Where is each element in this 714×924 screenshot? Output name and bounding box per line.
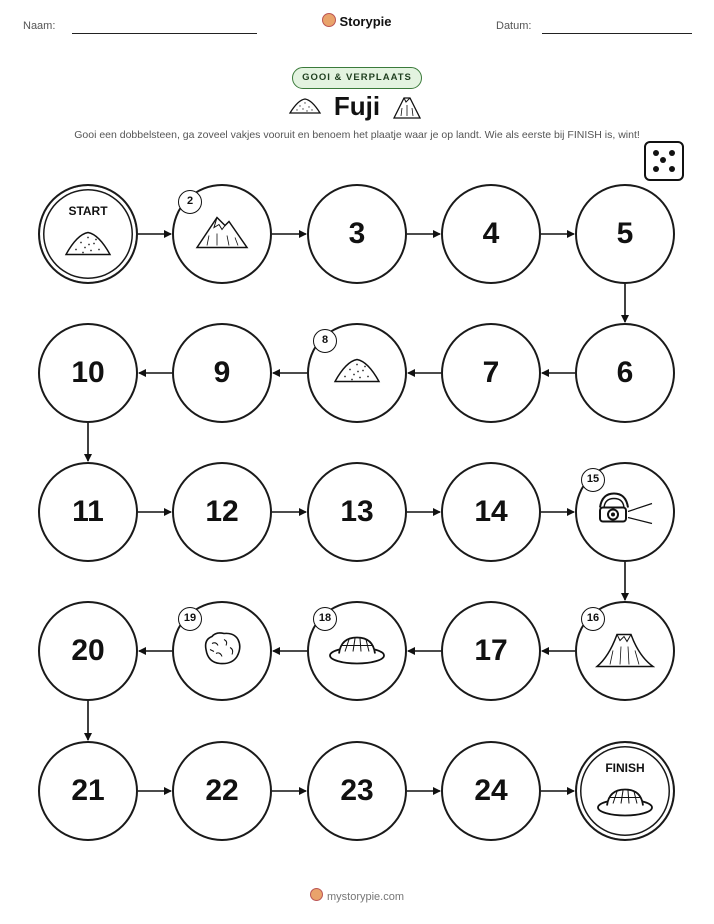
space-number: 24 — [474, 774, 508, 807]
board-space-7 — [441, 323, 541, 423]
name-label: Naam: — [23, 20, 56, 32]
board-space-15 — [575, 462, 675, 562]
brand-name: Storypie — [339, 14, 392, 29]
board-space-21 — [38, 741, 138, 841]
space-number: 9 — [213, 356, 231, 389]
mountain-icon — [195, 212, 249, 257]
space-number: 22 — [205, 774, 239, 807]
start-space — [38, 184, 138, 284]
board-space-5 — [575, 184, 675, 284]
space-number: 6 — [616, 356, 634, 389]
board-space-6 — [575, 323, 675, 423]
footer — [0, 888, 714, 903]
board-space-22 — [172, 741, 272, 841]
space-number-badge: 19 — [178, 607, 202, 631]
space-number: 21 — [71, 774, 105, 807]
board-space-24 — [441, 741, 541, 841]
page-title: Fuji — [333, 91, 381, 121]
finish-space — [575, 741, 675, 841]
space-number: 14 — [474, 495, 508, 528]
space-number-badge: 18 — [313, 607, 337, 631]
board-space-17 — [441, 601, 541, 701]
space-number: 5 — [616, 217, 634, 250]
board-space-10 — [38, 323, 138, 423]
instructions: Gooi een dobbelsteen, ga zoveel vakjes vooruit en benoem het plaatje waar je op landt. Wie als eerste bij FINISH is, wint! — [74, 129, 640, 141]
space-number: 3 — [348, 217, 366, 250]
board-space-2 — [172, 184, 272, 284]
space-number: 7 — [482, 356, 500, 389]
sandal-icon — [595, 783, 655, 822]
space-number: 12 — [205, 495, 239, 528]
board-space-9 — [172, 323, 272, 423]
board-space-12 — [172, 462, 272, 562]
board-space-18 — [307, 601, 407, 701]
rock-icon — [200, 630, 244, 673]
space-number-badge: 15 — [581, 468, 605, 492]
board-space-16 — [575, 601, 675, 701]
footer-url: mystorypie.com — [326, 891, 405, 903]
activity-badge: GOOI & VERPLAATS — [292, 67, 422, 89]
board-space-4 — [441, 184, 541, 284]
space-number-badge: 2 — [178, 190, 202, 214]
space-number: 23 — [340, 774, 374, 807]
space-number: 17 — [474, 634, 508, 667]
headlamp-icon — [596, 490, 654, 535]
sandal-icon — [327, 632, 387, 671]
board-space-13 — [307, 462, 407, 562]
board-space-14 — [441, 462, 541, 562]
board-space-11 — [38, 462, 138, 562]
space-number-badge: 8 — [313, 329, 337, 353]
board-space-23 — [307, 741, 407, 841]
space-number: 4 — [482, 217, 500, 250]
volcano-icon — [595, 627, 655, 676]
space-number: 10 — [71, 356, 105, 389]
date-label: Datum: — [496, 20, 532, 32]
space-number: 11 — [72, 495, 104, 528]
board-space-8 — [307, 323, 407, 423]
space-number: 20 — [71, 634, 105, 667]
sand-pile-icon — [332, 356, 382, 391]
board-space-3 — [307, 184, 407, 284]
sand-pile-icon — [63, 228, 113, 263]
space-number: 13 — [340, 495, 374, 528]
board-space-19 — [172, 601, 272, 701]
start-label: START — [68, 204, 108, 218]
space-number-badge: 16 — [581, 607, 605, 631]
finish-label: FINISH — [605, 761, 645, 775]
storypie-mascot-icon — [310, 888, 323, 901]
board-space-20 — [38, 601, 138, 701]
